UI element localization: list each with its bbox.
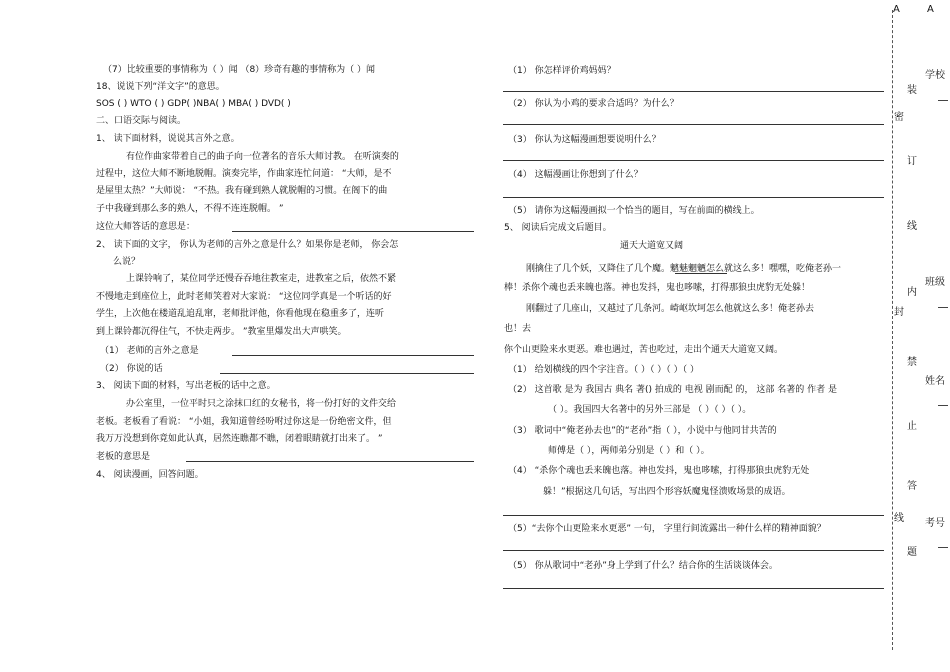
answer-line[interactable] bbox=[503, 550, 884, 551]
comic-question-1: （1） 你怎样评价鸡妈妈？ bbox=[508, 66, 616, 76]
marker-a: A bbox=[893, 4, 900, 15]
marker-a: A bbox=[927, 4, 934, 15]
lyrics-line: 刚翻过了几座山，又越过了几条河。崎岖坎坷怎么他就这么多！俺老孙去 bbox=[526, 304, 815, 314]
sub-question: （1） 老师的言外之意是 bbox=[100, 346, 199, 356]
answer-line[interactable] bbox=[503, 91, 884, 92]
question-5: 5、 阅读后完成文后题目。 bbox=[504, 223, 612, 233]
field-line[interactable] bbox=[938, 307, 948, 308]
sub-question-2: （2） 这首歌 是为 我国古 典名 著() 拍成的 电视 剧而配 的， 这部 名著的 作者 是 bbox=[508, 385, 837, 395]
question-1: 1、 读下面材料，说说其言外之意。 bbox=[96, 134, 240, 144]
comic-question-4: （4） 这幅漫画让你想到了什么？ bbox=[508, 170, 643, 180]
comic-question-5: （5） 请你为这幅漫画拟一个恰当的题目，写在前面的横线上。 bbox=[508, 206, 760, 216]
answer-line[interactable] bbox=[232, 231, 474, 232]
sub-question-4: （4） “杀你个魂也丢来魄也落。神也发抖，鬼也哆嗦，打得那狼虫虎豹无处 bbox=[508, 466, 810, 476]
passage-line: 有位作曲家带着自己的曲子向一位著名的音乐大师讨教。 在听演奏的 bbox=[126, 152, 399, 162]
binding-char: 止 bbox=[907, 421, 917, 432]
comic-question-2: （2） 你认为小鸡的要求合适吗？为什么？ bbox=[508, 99, 679, 109]
binding-char: 线 bbox=[894, 513, 904, 524]
question-3: 3、 阅读下面的材料，写出老板的话中之意。 bbox=[96, 381, 276, 391]
lyrics-line: 也！去 bbox=[504, 324, 532, 334]
passage-line: 学生，上次他在楼道乱追乱窜，老师批评他，你看他现在稳重多了，连听 bbox=[96, 309, 385, 319]
field-line[interactable] bbox=[938, 547, 948, 548]
class-label: 班级 bbox=[925, 277, 945, 288]
binding-char: 内 bbox=[907, 287, 917, 298]
question-4: 4、 阅读漫画，回答问题。 bbox=[96, 470, 204, 480]
abbreviations-line: SOS ( ) WTO ( ) GDP( )NBA( ) MBA( ) DVD( ) bbox=[96, 99, 291, 109]
passage-line: 办公室里，一位平时只之涂抹口红的女秘书，将一份打好的文件交给 bbox=[126, 399, 397, 409]
question-18: 18、说说下列“洋文字”的意思。 bbox=[96, 82, 225, 92]
lyrics-line: 棒！杀你个魂也丢来魄也落。神也发抖，鬼也哆嗦，打得那狼虫虎豹无处躲！ bbox=[504, 283, 811, 293]
sub-question-4-cont: 躲！”根据这几句话，写出四个形容妖魔鬼怪溃败场景的成语。 bbox=[543, 487, 791, 497]
binding-line bbox=[892, 10, 893, 650]
text-line: （7）比较重要的事情称为（ ）闻 （8）珍奇有趣的事情称为（ ）闻 bbox=[103, 65, 376, 75]
underlined-words bbox=[675, 273, 727, 274]
binding-char: 答 bbox=[907, 481, 917, 492]
question-2-cont: 么说？ bbox=[113, 257, 141, 267]
comic-question-3: （3） 你认为这幅漫画想要说明什么？ bbox=[508, 135, 661, 145]
sub-question-2-cont: （ ）。我国四大名著中的另外三部是 （ ）（ ）（ ）。 bbox=[548, 405, 752, 415]
lyrics-line: 你个山更险来水更恶。难也遇过，苦也吃过，走出个通天大道宽又阔。 bbox=[504, 345, 784, 355]
passage-line: 子中我碰到那么多的熟人，不得不连连脱帽。 ” bbox=[96, 204, 284, 214]
answer-line[interactable] bbox=[232, 355, 474, 356]
passage-line: 是屋里太热？”大师说： “不热。我有碰到熟人就脱帽的习惯。在阁下的曲 bbox=[96, 186, 388, 196]
passage-line: 老板。老板看了看说： “小姐，我知道曾经吩咐过你这是一份绝密文件，但 bbox=[96, 417, 392, 427]
field-line[interactable] bbox=[938, 405, 948, 406]
sub-question-6: （5） 你从歌词中“老孙”身上学到了什么？结合你的生活谈谈体会。 bbox=[508, 561, 778, 571]
sub-question-5: （5）“去你个山更险来水更恶” 一句， 字里行间流露出一种什么样的精神面貌？ bbox=[508, 524, 826, 534]
binding-char: 线 bbox=[907, 221, 917, 232]
poem-title: 通天大道宽又阔 bbox=[620, 241, 684, 251]
passage-line: 我万万没想到你竟如此认真，居然连瞧都不瞧，闭着眼睛就打出来了。 ” bbox=[96, 434, 383, 444]
sub-question-1: （1） 给划横线的四个字注音。（ ）（ ）（ ）（ ） bbox=[508, 365, 700, 375]
binding-char: 装 bbox=[907, 85, 917, 96]
student-id-label: 考号 bbox=[925, 518, 945, 529]
answer-line[interactable] bbox=[503, 588, 884, 589]
answer-line[interactable] bbox=[503, 160, 884, 161]
answer-line[interactable] bbox=[220, 373, 474, 374]
school-label: 学校 bbox=[925, 70, 945, 81]
question-2: 2、 读下面的文字， 你认为老师的言外之意是什么？如果你是老师， 你会怎 bbox=[96, 240, 399, 250]
binding-char: 题 bbox=[907, 547, 917, 558]
answer-line[interactable] bbox=[503, 515, 884, 516]
answer-line[interactable] bbox=[186, 461, 474, 462]
answer-prompt: 这位大师答话的意思是： bbox=[96, 222, 196, 232]
passage-line: 上课铃响了，某位同学还慢吞吞地往教室走，进教室之后，依然不紧 bbox=[126, 274, 397, 284]
sub-question: （2） 你说的话 bbox=[100, 364, 163, 374]
name-label: 姓名 bbox=[925, 376, 945, 387]
sub-question-3-cont: 师傅是（ ），两师弟分别是（ ）和（ ）。 bbox=[548, 446, 710, 456]
answer-prompt: 老板的意思是 bbox=[96, 452, 151, 462]
binding-char: 封 bbox=[894, 307, 904, 318]
passage-line: 过程中，这位大师不断地脱帽。演奏完毕，作曲家连忙问道： “大师，是不 bbox=[96, 169, 392, 179]
binding-char: 订 bbox=[907, 156, 917, 167]
sub-question-3: （3） 歌词中“俺老孙去也”的“老孙”指（ ），小说中与他同甘共苦的 bbox=[508, 426, 777, 436]
section-heading: 二、口语交际与阅读。 bbox=[96, 116, 187, 126]
lyrics-line: 刚擒住了几个妖，又降住了几个魔。魑魅魍魉怎么就这么多！嘿嘿，吃俺老孙一 bbox=[526, 264, 842, 274]
passage-line: 不慢地走到座位上，此时老师笑着对大家说： “这位同学真是一个听话的好 bbox=[96, 292, 392, 302]
answer-line[interactable] bbox=[503, 124, 884, 125]
answer-line[interactable] bbox=[503, 197, 884, 198]
field-line[interactable] bbox=[938, 100, 948, 101]
binding-char: 密 bbox=[894, 112, 904, 123]
binding-char: 禁 bbox=[907, 357, 917, 368]
passage-line: 到上课铃都沉得住气，不快走两步。 ”教室里爆发出大声哄笑。 bbox=[96, 327, 347, 337]
